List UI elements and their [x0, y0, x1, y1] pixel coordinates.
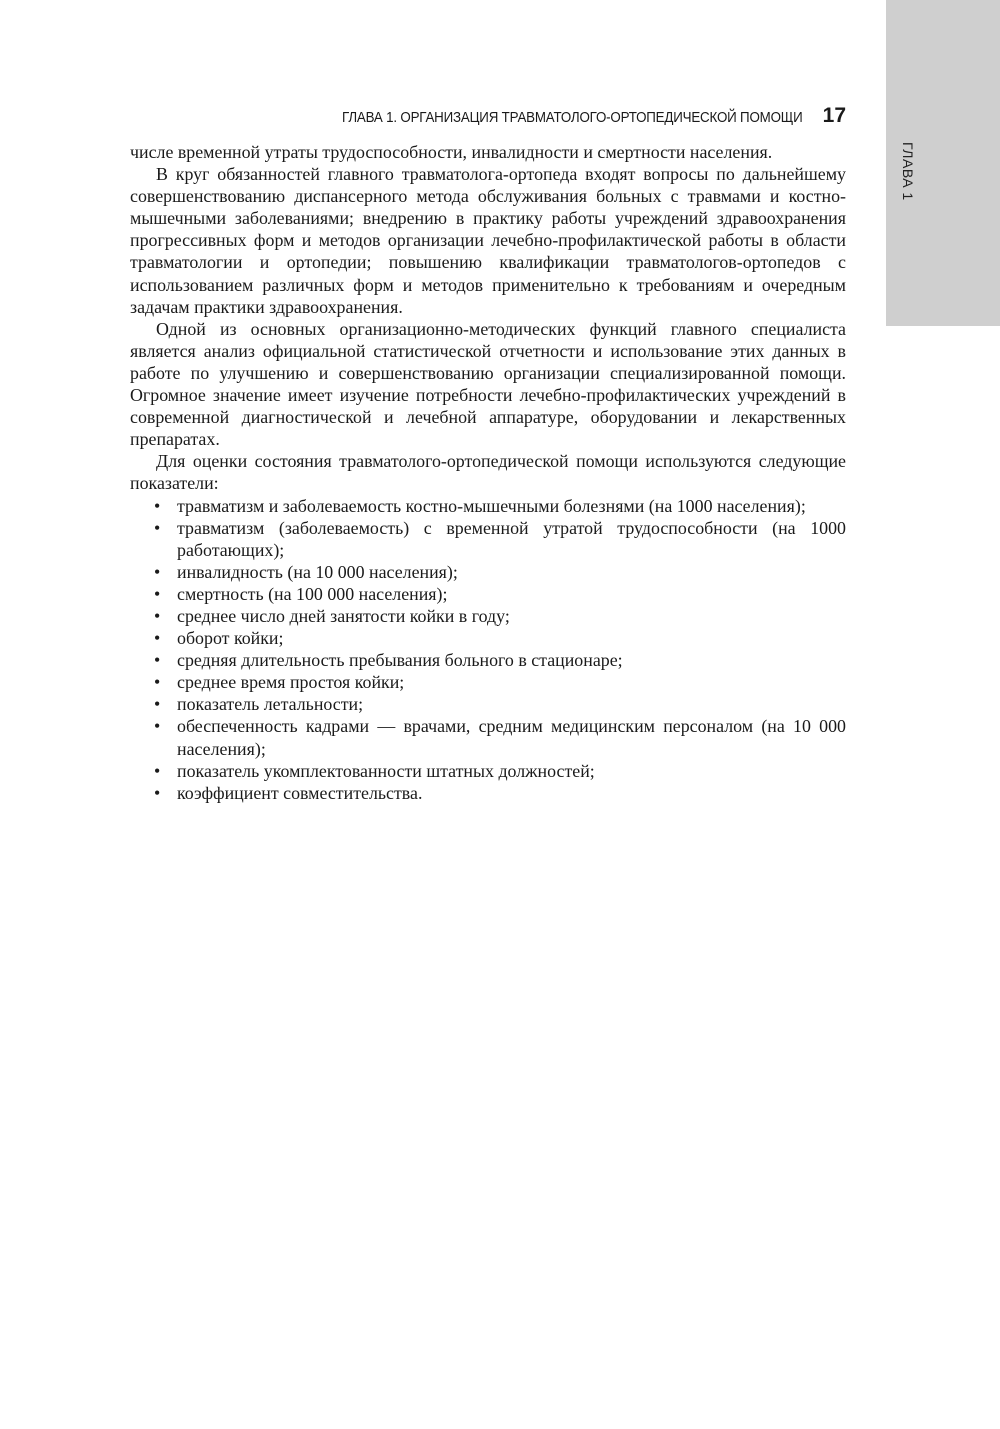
list-item [130, 561, 846, 583]
bullet-icon: • [154, 517, 161, 538]
list-item-text: смертность (на 100 000 населения); [177, 583, 448, 604]
chapter-tab-text: ГЛАВА 1 [900, 142, 916, 201]
bullet-icon: • [154, 495, 161, 516]
list-item-text: обеспеченность кадрами — врачами, средним медицинским персоналом (на 10 000 населения); [177, 716, 846, 759]
list-item-text: среднее число дней занятости койки в году; [177, 605, 510, 626]
bullet-icon: • [154, 628, 161, 649]
list-item-text: оборот койки; [177, 628, 284, 649]
list-item-text: инвалидность (на 10 000 населения); [177, 561, 458, 582]
list-item [130, 693, 846, 715]
list-item-text: коэффициент совместительства. [177, 782, 423, 803]
body-text [130, 141, 846, 804]
chapter-tab-label [893, 142, 923, 202]
list-item-text: среднее время простоя койки; [177, 672, 405, 693]
bullet-icon: • [154, 605, 161, 626]
list-item [130, 760, 846, 782]
bullet-icon: • [154, 760, 161, 781]
bullet-icon: • [154, 716, 161, 737]
bullet-icon: • [154, 672, 161, 693]
list-item-text: травматизм и заболеваемость костно-мышечными болезнями (на 1000 населения); [177, 495, 806, 516]
list-item-text: средняя длительность пребывания больного в стационаре; [177, 650, 623, 671]
page-number: 17 [822, 104, 846, 127]
paragraph: Одной из основных организационно-методических функций главного специалиста является анализ официальной статистической отчетности и использование этих данных в работе по улучшению и совершенствованию организации специализированной помощи. Огромное значение имеет изучение потребности лечебно-профилактических учреждений в современной диагностической и лечебной аппаратуре, оборудовании и лекарственных препаратах. [130, 318, 846, 450]
list-item [130, 671, 846, 693]
bullet-icon: • [154, 694, 161, 715]
paragraph: В круг обязанностей главного травматолога-ортопеда входят вопросы по дальнейшему совершенствованию диспансерного метода обслуживания больных с травмами и костно-мышечными заболеваниями; внедрению в практику работы учреждений здравоохранения прогрессивных форм и методов организации лечебно-профилактической работы в области травматологии и ортопедии; повышению квалификации травматологов-ортопедов с использованием различных форм и методов применительно к требованиям и очередным задачам практики здравоохранения. [130, 164, 846, 317]
list-item [130, 583, 846, 605]
list-item [130, 495, 846, 517]
running-title: ГЛАВА 1. ОРГАНИЗАЦИЯ ТРАВМАТОЛОГО-ОРТОПЕДИЧЕСКОЙ ПОМОЩИ [342, 110, 803, 126]
bullet-icon: • [154, 650, 161, 671]
list-item-text: травматизм (заболеваемость) с временной утратой трудоспособности (на 1000 работающих); [177, 517, 846, 560]
paragraph-continuation: числе временной утраты трудоспособности, инвалидности и смертности населения. [130, 142, 773, 162]
list-item [130, 715, 846, 759]
bullet-icon: • [154, 583, 161, 604]
list-item [130, 517, 846, 561]
list-item-text: показатель укомплектованности штатных должностей; [177, 760, 595, 781]
list-item [130, 605, 846, 627]
running-header [130, 104, 846, 130]
list-item [130, 627, 846, 649]
list-item-text: показатель летальности; [177, 694, 364, 715]
list-item [130, 649, 846, 671]
paragraph: Для оценки состояния травматолого-ортопедической помощи используются следующие показатели: [130, 451, 846, 494]
bullet-icon: • [154, 561, 161, 582]
list-item [130, 782, 846, 804]
bullet-icon: • [154, 782, 161, 803]
indicator-list [130, 495, 846, 804]
